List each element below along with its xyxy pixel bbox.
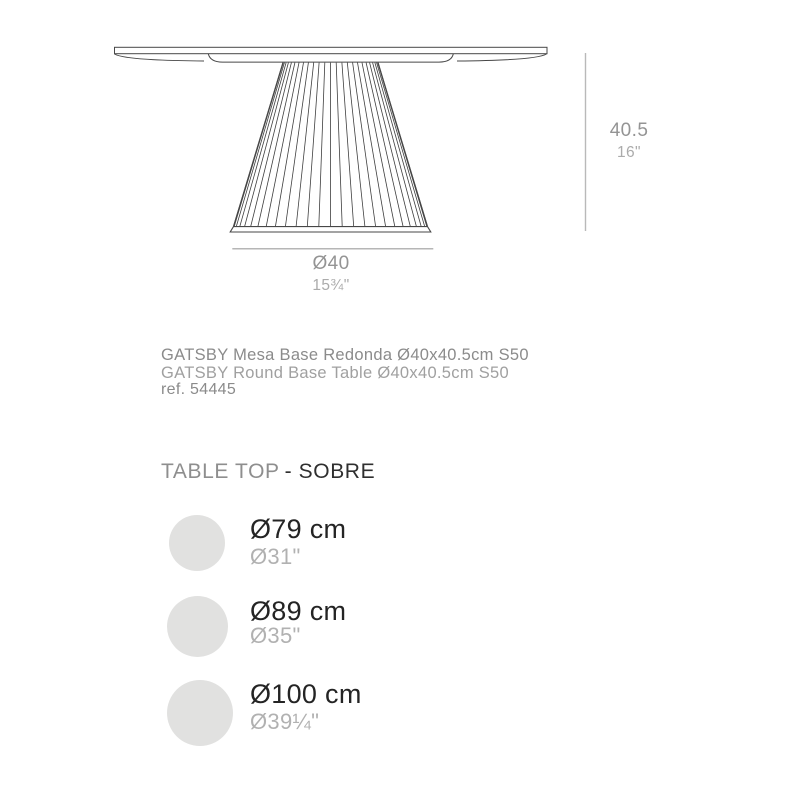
base-plate <box>230 227 431 232</box>
table-top-diameter-inches: Ø31" <box>250 544 301 569</box>
product-title-block <box>161 346 529 399</box>
table-top-diameter-cm: Ø89 cm <box>250 596 347 626</box>
table-top-diameter-inches: Ø39¼" <box>250 709 320 734</box>
width-dimension-label <box>276 252 386 296</box>
height-cm-value: 40.5 <box>609 120 649 141</box>
table-rim-fill <box>208 54 453 62</box>
tabletop-underside-right-edge <box>457 54 547 61</box>
table-top-swatch <box>167 680 233 746</box>
product-name-english: GATSBY Round Base Table Ø40x40.5cm S50 <box>161 363 510 382</box>
table-top-swatch <box>169 515 225 571</box>
product-name-spanish: GATSBY Mesa Base Redonda Ø40x40.5cm S50 <box>161 346 529 364</box>
section-heading <box>161 460 375 484</box>
width-cm-value: Ø40 <box>312 253 350 274</box>
table-top-swatch <box>167 596 228 657</box>
table-top <box>115 47 548 53</box>
table-top-diameter-cm: Ø100 cm <box>250 679 362 709</box>
width-inches-value: 15¾" <box>312 277 350 295</box>
section-heading-english: TABLE TOP <box>161 460 280 483</box>
height-dimension-label <box>596 119 662 163</box>
section-heading-spanish: - SOBRE <box>284 460 376 483</box>
tabletop-underside-left-edge <box>115 54 205 61</box>
product-reference: ref. 54445 <box>161 381 237 398</box>
table-top-diameter-cm: Ø79 cm <box>250 514 347 544</box>
cone-flutes <box>234 63 428 227</box>
table-base-technical-drawing <box>0 0 800 320</box>
height-inches-value: 16" <box>617 144 641 162</box>
table-top-diameter-inches: Ø35" <box>250 623 301 648</box>
